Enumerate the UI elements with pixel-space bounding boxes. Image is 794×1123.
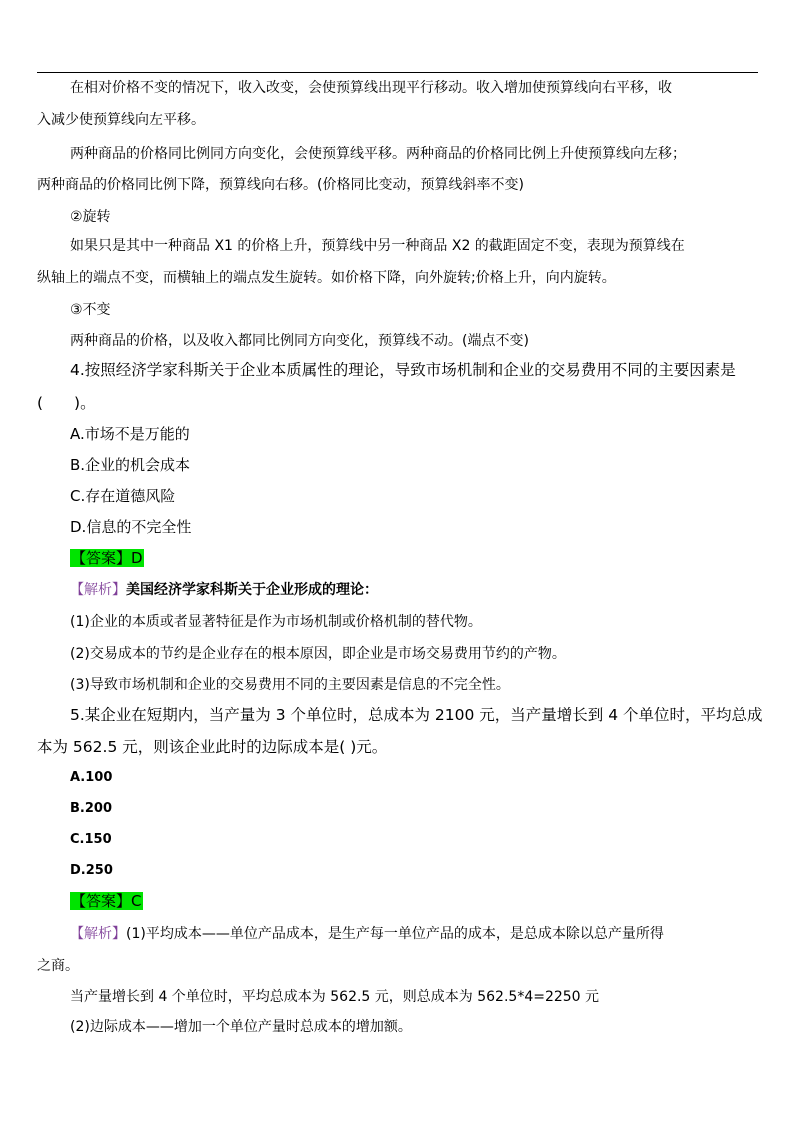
budget-para-1-line-1: 在相对价格不变的情况下，收入改变，会使预算线出现平行移动。收入增加使预算线向右平移，收 (70, 80, 672, 96)
q4-analysis-label: 【解析】 (70, 582, 126, 598)
q4-option-a: A.市场不是万能的 (70, 425, 190, 443)
q5-option-d: D.250 (70, 863, 113, 878)
q4-analysis-heading (70, 580, 378, 600)
q5-analysis-line-4: (2)边际成本——增加一个单位产量时总成本的增加额。 (70, 1019, 412, 1035)
budget-para-2-line-1: 两种商品的价格同比例同方向变化，会使预算线平移。两种商品的价格同比例上升使预算线向左移； (70, 146, 686, 162)
q5-analysis-line-3: 当产量增长到 4 个单位时，平均总成本为 562.5 元，则总成本为 562.5*4=2250 元 (70, 989, 600, 1005)
q4-option-b: B.企业的机会成本 (70, 456, 191, 474)
q4-stem-line-1: 4.按照经济学家科斯关于企业本质属性的理论，导致市场机制和企业的交易费用不同的主要因素是 (70, 361, 736, 379)
q4-point-1: (1)企业的本质或者显著特征是作为市场机制或价格机制的替代物。 (70, 614, 482, 630)
q5-option-a: A.100 (70, 770, 113, 785)
budget-para-3-line-2: 纵轴上的端点不变，而横轴上的端点发生旋转。如价格下降，向外旋转;价格上升，向内旋转。 (37, 270, 616, 286)
budget-para-2-line-2: 两种商品的价格同比例下降，预算线向右移。(价格同比变动，预算线斜率不变) (37, 177, 524, 193)
q5-answer (70, 891, 143, 911)
budget-para-1-line-2: 入减少使预算线向左平移。 (37, 112, 205, 128)
q5-option-b: B.200 (70, 801, 112, 816)
q5-stem-line-2: 本为 562.5 元，则该企业此时的边际成本是( )元。 (37, 738, 388, 756)
budget-para-4: 两种商品的价格，以及收入都同比例同方向变化，预算线不动。(端点不变) (70, 333, 529, 349)
q4-point-2: (2)交易成本的节约是企业存在的根本原因，即企业是市场交易费用节约的产物。 (70, 646, 566, 662)
q4-stem-line-2: ( )。 (37, 394, 96, 412)
q4-answer (70, 548, 144, 568)
q5-analysis-label: 【解析】 (70, 926, 126, 942)
header-rule (37, 72, 758, 73)
q5-analysis-text-1: (1)平均成本——单位产品成本，是生产每一单位产品的成本，是总成本除以总产量所得 (126, 926, 664, 942)
q5-answer-badge: 【答案】C (71, 892, 142, 910)
heading-unchanged: ③不变 (70, 302, 111, 318)
q5-analysis-line-1 (70, 924, 664, 944)
q5-stem-line-1: 5.某企业在短期内，当产量为 3 个单位时，总成本为 2100 元，当产量增长到 4 个单位时，平均总成 (70, 706, 763, 724)
q5-analysis-line-2: 之商。 (37, 958, 79, 974)
q4-option-c: C.存在道德风险 (70, 487, 176, 505)
q4-answer-badge: 【答案】D (71, 549, 143, 567)
q4-point-3: (3)导致市场机制和企业的交易费用不同的主要因素是信息的不完全性。 (70, 677, 510, 693)
q5-option-c: C.150 (70, 832, 112, 847)
heading-rotate: ②旋转 (70, 209, 111, 225)
q4-analysis-title: 美国经济学家科斯关于企业形成的理论： (126, 582, 378, 598)
q4-option-d: D.信息的不完全性 (70, 518, 192, 536)
budget-para-3-line-1: 如果只是其中一种商品 X1 的价格上升，预算线中另一种商品 X2 的截距固定不变，表现为预算线在 (70, 238, 685, 254)
